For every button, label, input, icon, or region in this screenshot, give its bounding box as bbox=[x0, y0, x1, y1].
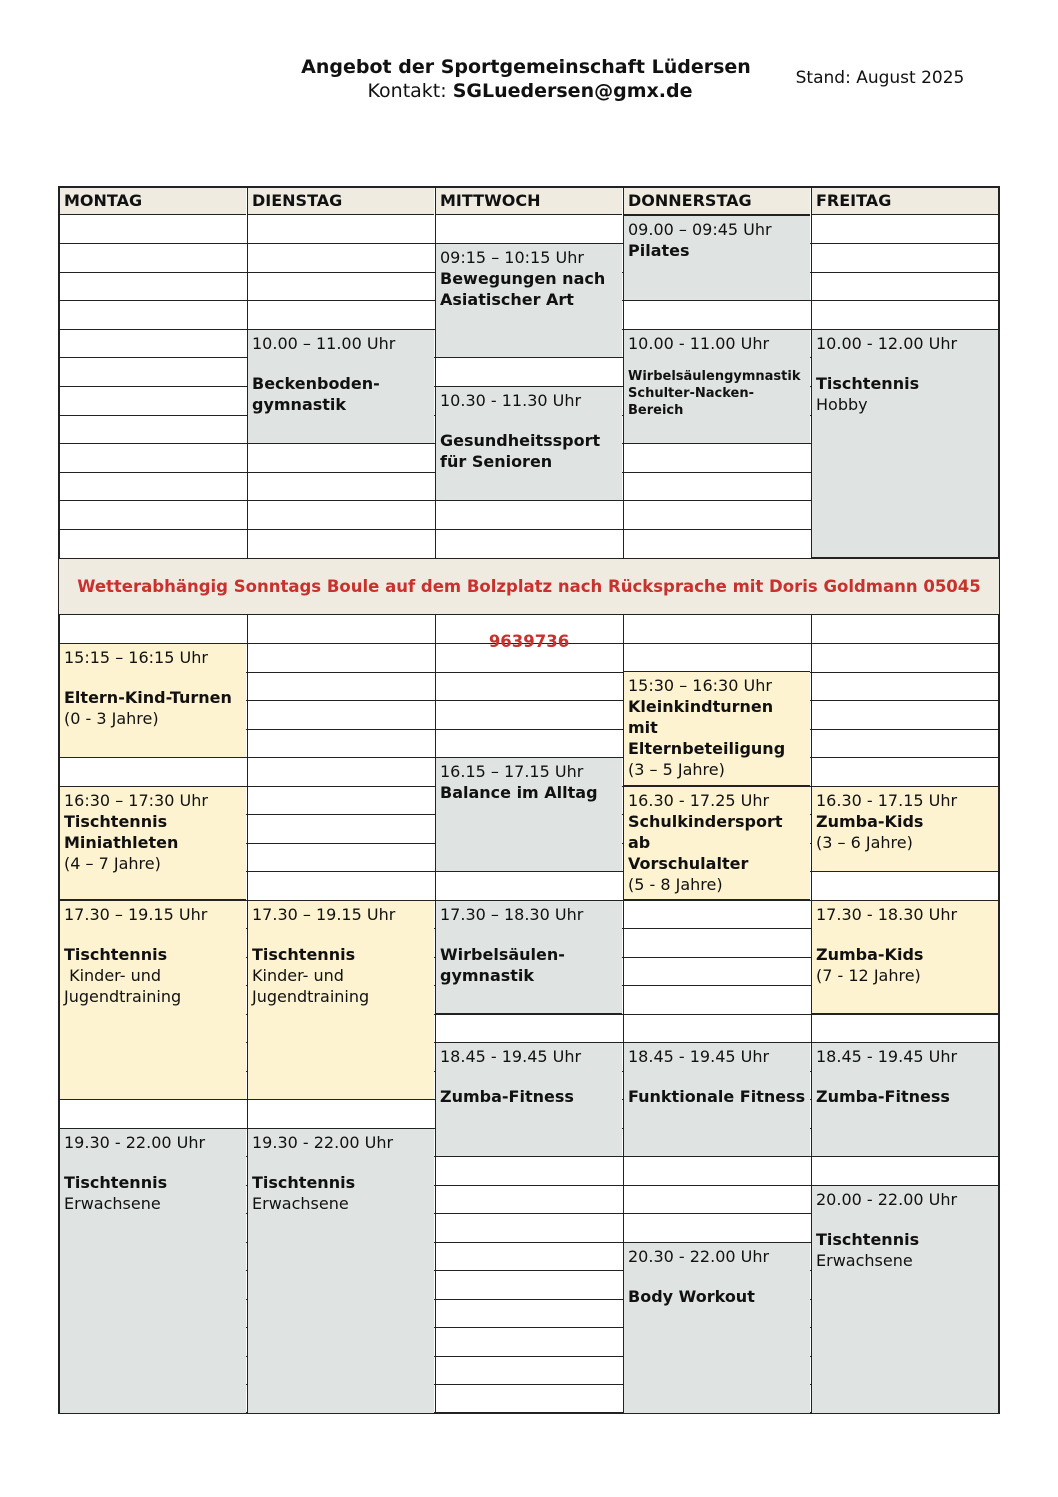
event-name: Tischtennis bbox=[64, 1173, 168, 1192]
event-do-wirbel bbox=[624, 329, 810, 444]
event-sub-2: Jugendtraining bbox=[252, 987, 370, 1006]
event-time: 19.30 - 22.00 Uhr bbox=[252, 1133, 394, 1152]
event-time: 17.30 - 18.30 Uhr bbox=[816, 905, 958, 924]
event-mo-tt-erw bbox=[60, 1128, 246, 1413]
event-name: Beckenboden-gymnastik bbox=[252, 374, 380, 414]
event-time: 15:30 – 16:30 Uhr bbox=[628, 676, 772, 695]
event-sub: (4 – 7 Jahre) bbox=[64, 854, 161, 873]
event-fr-tt-hobby bbox=[812, 329, 998, 558]
contact-label: Kontakt: bbox=[367, 80, 447, 102]
event-fr-zumba-kids-1 bbox=[812, 786, 998, 872]
contact-email[interactable]: SGLuedersen@gmx.de bbox=[452, 80, 693, 102]
event-name: Zumba-Fitness bbox=[816, 1087, 950, 1106]
event-mi-zumba-fitness bbox=[436, 1042, 622, 1157]
event-sub: (5 - 8 Jahre) bbox=[628, 875, 723, 894]
event-mo-tt-jugend bbox=[60, 900, 246, 1100]
event-di-tt-jugend bbox=[248, 900, 434, 1100]
event-name: Tischtennis bbox=[252, 945, 356, 964]
event-mi-gesund bbox=[436, 386, 622, 501]
event-name: Tischtennis bbox=[816, 374, 920, 393]
event-di-tt-erw bbox=[248, 1128, 434, 1413]
event-name: Gesundheitssport für Senioren bbox=[440, 431, 601, 471]
boule-notice-banner: Wetterabhängig Sonntags Boule auf dem Bolzplatz nach Rücksprache mit Doris Goldmann 05045 9639736 bbox=[59, 558, 999, 615]
event-name: Tischtennis bbox=[252, 1173, 356, 1192]
event-time: 20.30 - 22.00 Uhr bbox=[628, 1247, 770, 1266]
day-header-wednesday: MITTWOCH bbox=[436, 187, 622, 215]
event-time: 10.00 - 11.00 Uhr bbox=[628, 334, 770, 353]
page-title: Angebot der Sportgemeinschaft Lüdersen bbox=[301, 56, 751, 78]
event-name: Bewegungen nach Asiatischer Art bbox=[440, 269, 606, 309]
event-sub: Hobby bbox=[816, 395, 868, 414]
event-time: 09.00 – 09:45 Uhr bbox=[628, 220, 772, 239]
event-time: 10.00 - 12.00 Uhr bbox=[816, 334, 958, 353]
event-name: Kleinkindturnen bbox=[628, 697, 774, 716]
event-sub: Erwachsene bbox=[816, 1251, 913, 1270]
event-name: Tischtennis bbox=[64, 945, 168, 964]
event-do-klein bbox=[624, 671, 810, 786]
event-fr-tt-erw bbox=[812, 1185, 998, 1413]
event-di-becken bbox=[248, 329, 434, 444]
event-sub: Erwachsene bbox=[252, 1194, 349, 1213]
event-sub: (3 – 5 Jahre) bbox=[628, 760, 725, 779]
event-sub: Erwachsene bbox=[64, 1194, 161, 1213]
event-sub: Kinder- und bbox=[252, 966, 344, 985]
event-time: 16.15 – 17.15 Uhr bbox=[440, 762, 584, 781]
event-sub-2: Jugendtraining bbox=[64, 987, 182, 1006]
event-mo-mini bbox=[60, 786, 246, 900]
event-name-2: mit Elternbeteiligung bbox=[628, 718, 786, 758]
event-time: 18.45 - 19.45 Uhr bbox=[816, 1047, 958, 1066]
event-time: 16.30 - 17.25 Uhr bbox=[628, 791, 770, 810]
event-name: Wirbelsäulengymnastik bbox=[628, 369, 801, 384]
event-time: 15:15 – 16:15 Uhr bbox=[64, 648, 208, 667]
event-mi-balance bbox=[436, 757, 622, 872]
event-do-funktionale bbox=[624, 1042, 810, 1157]
event-do-body-workout bbox=[624, 1242, 810, 1413]
contact-line bbox=[250, 78, 810, 104]
day-header-friday: FREITAG bbox=[812, 187, 998, 215]
event-time: 18.45 - 19.45 Uhr bbox=[440, 1047, 582, 1066]
event-time: 17.30 – 19.15 Uhr bbox=[64, 905, 208, 924]
event-time: 18.45 - 19.45 Uhr bbox=[628, 1047, 770, 1066]
event-do-schul bbox=[624, 786, 810, 900]
event-mi-wirbel bbox=[436, 900, 622, 1014]
event-do-pilates bbox=[624, 215, 810, 301]
stand-date: Stand: August 2025 bbox=[795, 68, 965, 88]
day-header-tuesday: DIENSTAG bbox=[248, 187, 434, 215]
event-sub: (7 - 12 Jahre) bbox=[816, 966, 921, 985]
event-name-2: Miniathleten bbox=[64, 833, 179, 852]
day-header-monday: MONTAG bbox=[60, 187, 246, 215]
event-name: Zumba-Kids bbox=[816, 945, 924, 964]
event-name-2: Schulter-Nacken-Bereich bbox=[628, 386, 754, 418]
event-time: 09:15 – 10:15 Uhr bbox=[440, 248, 584, 267]
day-header-thursday: DONNERSTAG bbox=[624, 187, 810, 215]
event-name: Wirbelsäulen-gymnastik bbox=[440, 945, 565, 985]
event-sub: (0 - 3 Jahre) bbox=[64, 709, 159, 728]
event-time: 19.30 - 22.00 Uhr bbox=[64, 1133, 206, 1152]
event-sub: (3 – 6 Jahre) bbox=[816, 833, 913, 852]
event-fr-zumba-kids-2 bbox=[812, 900, 998, 1014]
grid-line bbox=[59, 1413, 999, 1414]
event-time: 17.30 – 18.30 Uhr bbox=[440, 905, 584, 924]
event-fr-zumba-fitness bbox=[812, 1042, 998, 1157]
event-sub: Kinder- und bbox=[64, 966, 162, 985]
event-time: 10.30 - 11.30 Uhr bbox=[440, 391, 582, 410]
event-name: Eltern-Kind-Turnen bbox=[64, 688, 232, 707]
event-name: Funktionale Fitness bbox=[628, 1087, 806, 1106]
event-name: Schulkindersport ab bbox=[628, 812, 783, 852]
event-name: Body Workout bbox=[628, 1287, 755, 1306]
event-time: 20.00 - 22.00 Uhr bbox=[816, 1190, 958, 1209]
event-mo-eltern bbox=[60, 643, 246, 758]
event-time: 16.30 - 17.15 Uhr bbox=[816, 791, 958, 810]
event-name-2: Vorschulalter bbox=[628, 854, 749, 873]
event-name: Tischtennis bbox=[64, 812, 168, 831]
event-name: Pilates bbox=[628, 241, 690, 260]
event-time: 16:30 – 17:30 Uhr bbox=[64, 791, 208, 810]
event-name: Zumba-Fitness bbox=[440, 1087, 574, 1106]
event-name: Tischtennis bbox=[816, 1230, 920, 1249]
event-mi-asia bbox=[436, 243, 622, 358]
event-name: Zumba-Kids bbox=[816, 812, 924, 831]
event-name: Balance im Alltag bbox=[440, 783, 598, 802]
event-time: 17.30 – 19.15 Uhr bbox=[252, 905, 396, 924]
event-time: 10.00 – 11.00 Uhr bbox=[252, 334, 396, 353]
